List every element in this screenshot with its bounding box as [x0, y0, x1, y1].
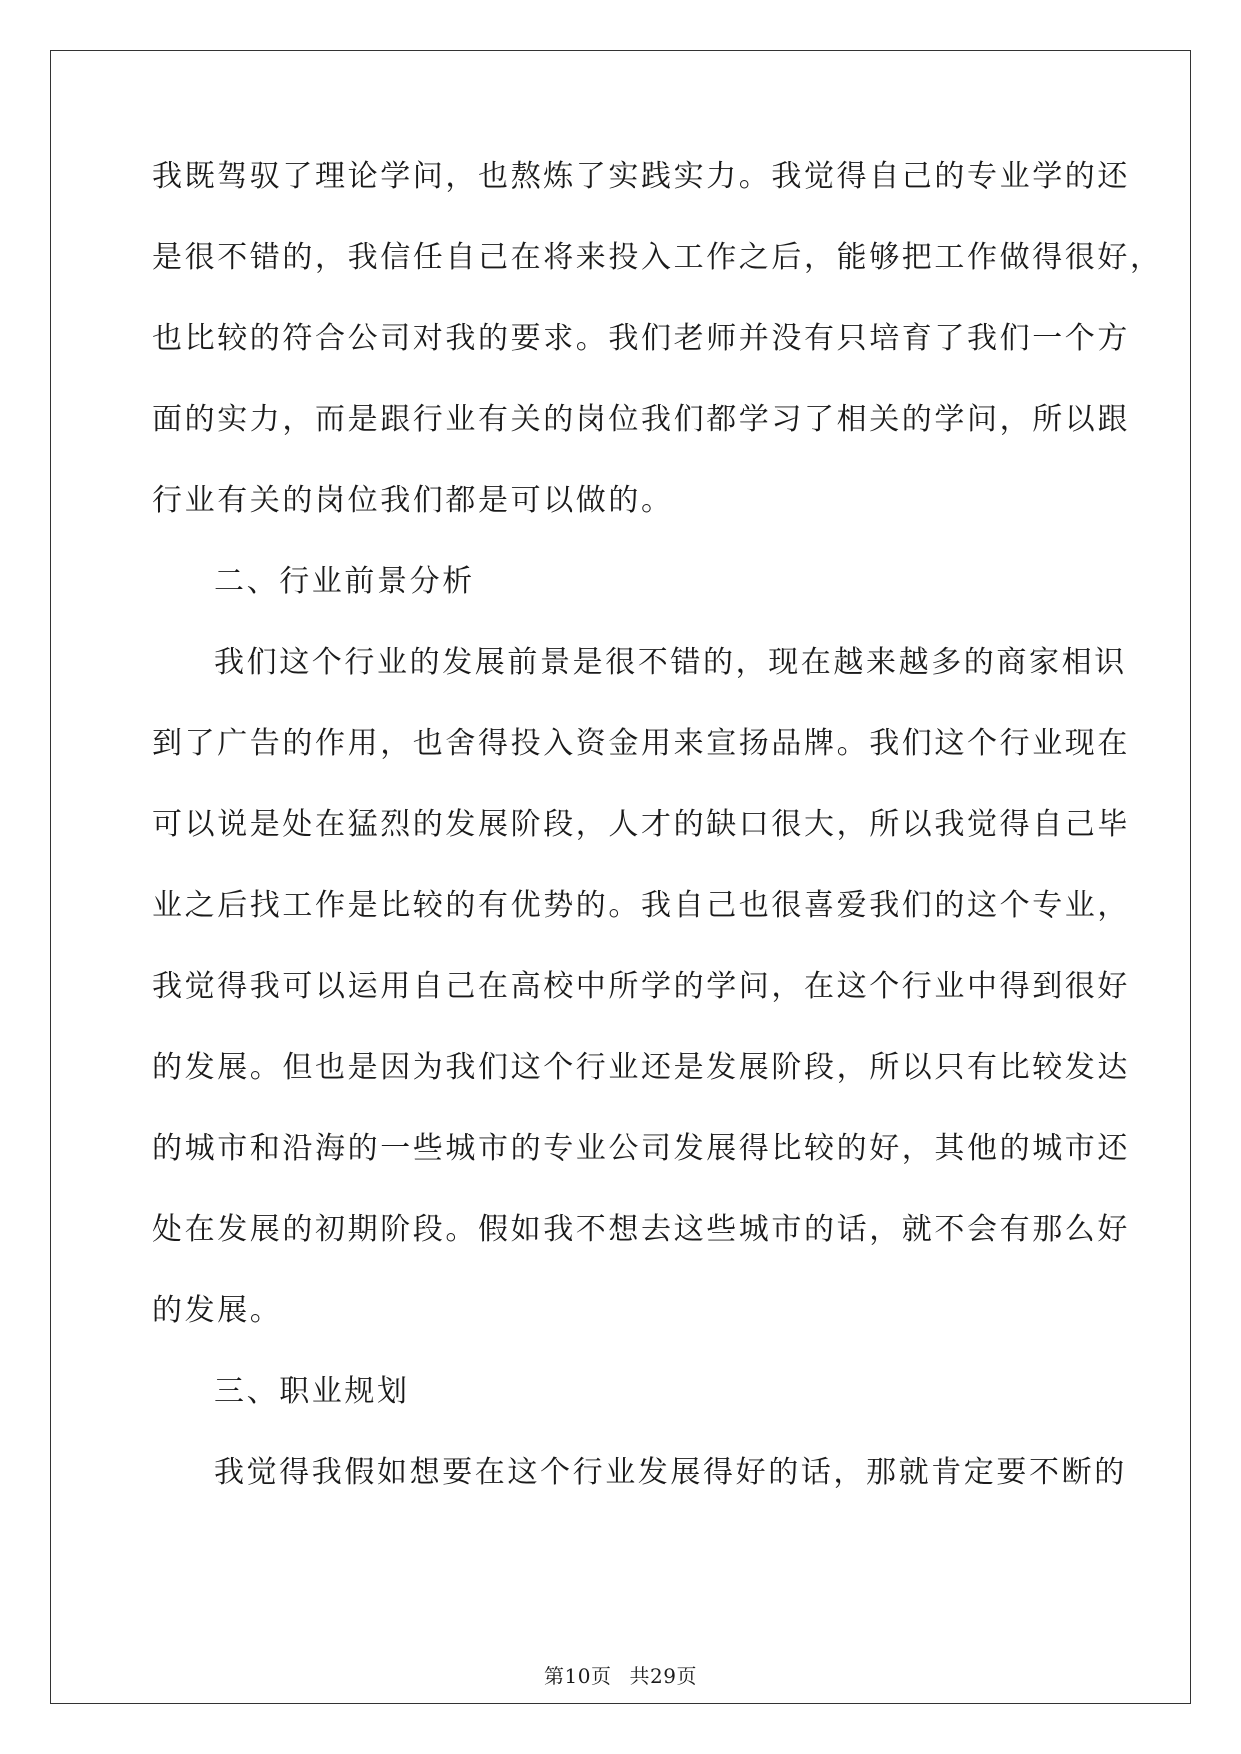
page-number: 第10页	[544, 1664, 612, 1688]
page-footer	[0, 1664, 1241, 1688]
document-body	[152, 159, 1163, 1539]
text-line-7: 我们这个行业的发展前景是很不错的，现在越来越多的商家相识	[214, 645, 1127, 680]
text-line-15: 的发展。	[152, 1293, 283, 1328]
text-line-17: 我觉得我假如想要在这个行业发展得好的话，那就肯定要不断的	[214, 1455, 1127, 1490]
text-line-10: 业之后找工作是比较的有优势的。我自己也很喜爱我们的这个专业，	[152, 888, 1130, 923]
text-line-12: 的发展。但也是因为我们这个行业还是发展阶段，所以只有比较发达	[152, 1050, 1130, 1085]
text-line-9: 可以说是处在猛烈的发展阶段，人才的缺口很大，所以我觉得自己毕	[152, 807, 1130, 842]
text-line-5: 行业有关的岗位我们都是可以做的。	[152, 483, 674, 518]
section-heading-industry-outlook: 二、行业前景分析	[214, 564, 475, 599]
section-heading-career-plan: 三、职业规划	[214, 1374, 410, 1409]
text-line-2: 是很不错的，我信任自己在将来投入工作之后，能够把工作做得很好，	[152, 240, 1163, 275]
text-line-1: 我既驾驭了理论学问，也熬炼了实践实力。我觉得自己的专业学的还	[152, 159, 1130, 194]
text-line-11: 我觉得我可以运用自己在高校中所学的学问，在这个行业中得到很好	[152, 969, 1130, 1004]
page-total: 共29页	[629, 1664, 697, 1688]
text-line-8: 到了广告的作用，也舍得投入资金用来宣扬品牌。我们这个行业现在	[152, 726, 1130, 761]
text-line-4: 面的实力，而是跟行业有关的岗位我们都学习了相关的学问，所以跟	[152, 402, 1130, 437]
text-line-14: 处在发展的初期阶段。假如我不想去这些城市的话，就不会有那么好	[152, 1212, 1130, 1247]
text-line-13: 的城市和沿海的一些城市的专业公司发展得比较的好，其他的城市还	[152, 1131, 1130, 1166]
text-line-3: 也比较的符合公司对我的要求。我们老师并没有只培育了我们一个方	[152, 321, 1130, 356]
